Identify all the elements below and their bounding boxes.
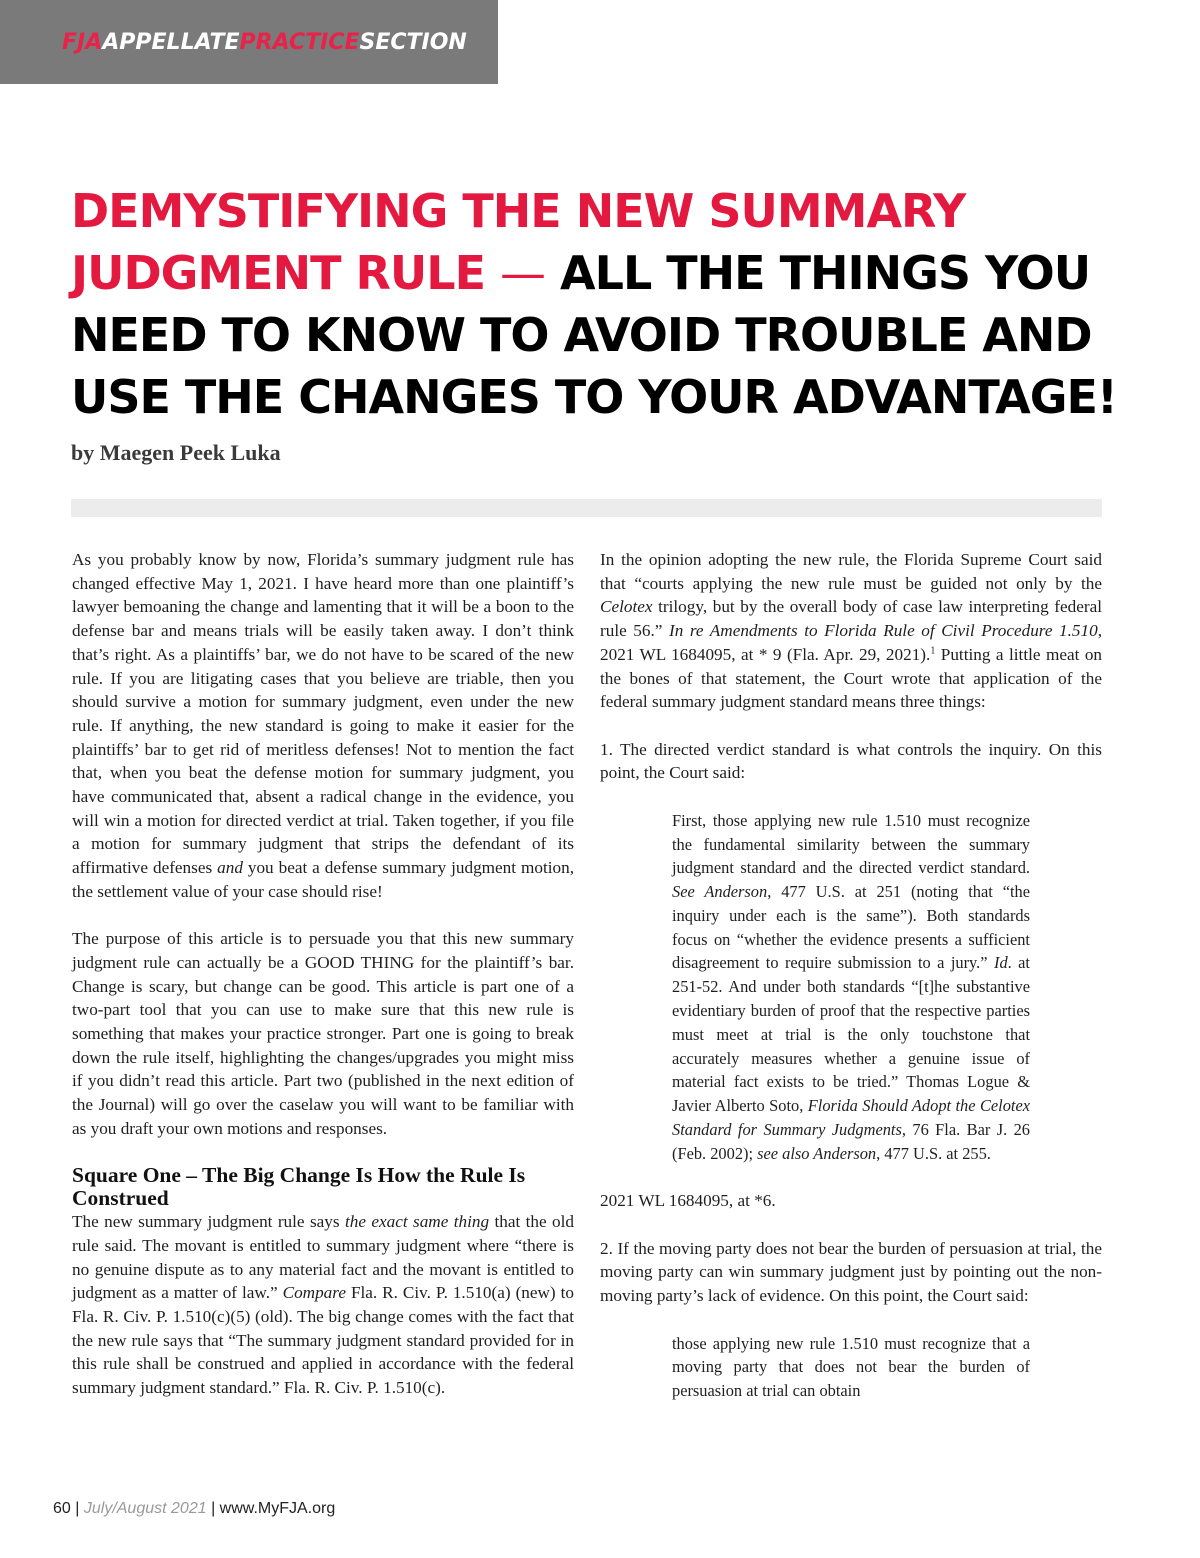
right-column (600, 548, 1102, 1403)
text-run: , 76 Fla. Bar J. 26 (Feb. 2002); (672, 1120, 1030, 1163)
emphasis-run: the exact same thing (344, 1212, 490, 1232)
text-run: First, those applying new rule 1.510 must recognize the fundamental similarity between the summary judgment standard and the directed verdict standard. (672, 810, 1030, 878)
text-run: you beat a defense summary judgment motion, the settlement value of your case should rise! (72, 858, 574, 901)
emphasis-run: See Anderson (672, 882, 768, 902)
text-run: , 2021 WL 1684095, at * 9 (Fla. Apr. 29, 2021). (600, 621, 1103, 664)
headline-black-part2: NEED TO KNOW TO AVOID TROUBLE AND (71, 308, 1092, 362)
text-run: that the old rule said. The movant is entitled to summary judgment where “there is no genuine dispute as to any material fact and the movant is entitled to judgment as a matter of law.” (72, 1212, 575, 1303)
section-banner (0, 0, 498, 84)
emphasis-run: and (217, 858, 243, 878)
website-link[interactable]: www.MyFJA.org (219, 1500, 336, 1517)
text-run: , 477 U.S. at 255. (876, 1143, 991, 1163)
block-quote-1 (600, 809, 1030, 1166)
headline-black-part3: USE THE CHANGES TO YOUR ADVANTAGE! (71, 370, 1117, 424)
article-headline (71, 180, 1151, 428)
page-number: 60 (53, 1500, 71, 1517)
headline-red-line2: JUDGMENT RULE (71, 246, 486, 300)
banner-practice: PRACTICE (239, 30, 360, 55)
text-run: Putting a little meat on the bones of that statement, the Court wrote that application of the federal summary judgment standard means three things: (600, 644, 1103, 712)
text-run: In the opinion adopting the new rule, the Florida Supreme Court said that “courts applying the new rule must be guided not only by the (600, 550, 1102, 593)
text-run: Fla. R. Civ. P. 1.510(a) (new) to Fla. R. Civ. P. 1.510(c)(5) (old). The big change comes with the fact that the new rule says that “The summary judgment standard provided for in this rule shall be construed and applied in accordance with the federal summary judgment standard.” Fla. R. Civ. P. 1.510(c). (72, 1283, 575, 1398)
issue-date: July/August 2021 (83, 1500, 207, 1517)
text-run: . at 251-52. And under both standards “[t]he substantive evidentiary burden of proof that the respective parties must meet at trial is the only touchstone that accurately measures whether a genuine issue of material fact exists to be tried.” Thomas Logue & Javier Alberto Soto, (672, 953, 1030, 1116)
emphasis-run: Id (993, 953, 1008, 973)
block-quote-2: those applying new rule 1.510 must recognize that a moving party that does not bear the burden of persuasion at trial can obtain (672, 1333, 1030, 1401)
left-paragraph-2: The purpose of this article is to persuade you that this new summary judgment rule can actually be a GOOD THING for the plaintiff’s bar. Change is scary, but change can be good. This article is part one of a two-part tool that you can use to make sure that this new rule is something that makes your practice stronger. Part one is going to break down the rule itself, highlighting the changes/upgrades you might miss if you didn’t read this article. Part two (published in the next edition of the Journal) will go over the caselaw you will want to be familiar with as you draft your own motions and responses. (72, 929, 574, 1138)
section-subhead: Square One – The Big Change Is How the Rule Is Construed (72, 1163, 526, 1211)
banner-appellate: APPELLATE (102, 30, 240, 55)
headline-dash: — (500, 246, 546, 300)
banner-section: SECTION (359, 30, 467, 55)
headline-red-line1: DEMYSTIFYING THE NEW SUMMARY (71, 184, 966, 238)
headline-black-part1: ALL THE THINGS YOU (560, 246, 1091, 300)
text-run: trilogy, but by the overall body of case law interpreting federal rule 56.” (600, 597, 1103, 641)
left-column (72, 548, 574, 1400)
footnote-marker: 1 (930, 645, 936, 657)
emphasis-run: Florida Should Adopt the Celotex Standard for Summary Judgments (672, 1096, 1030, 1140)
text-run: , 477 U.S. at 251 (noting that “the inquiry under each is the same”). Both standards focus on “whether the evidence presents a sufficient disagreement to require submission to a jury.” (672, 882, 1031, 973)
left-paragraph-1 (72, 548, 574, 904)
citation: 2021 WL 1684095, at *6. (600, 1191, 776, 1211)
left-paragraph-3 (72, 1210, 574, 1400)
right-paragraph-3: 2. If the moving party does not bear the burden of persuasion at trial, the moving party can win summary judgment just by pointing out the non-moving party’s lack of evidence. On this point, the Court said: (600, 1238, 1102, 1306)
emphasis-run: see also Anderson (757, 1143, 877, 1163)
text-run: As you probably know by now, Florida’s summary judgment rule has changed effective May 1, 2021. I have heard more than one plaintiff’s lawyer bemoaning the change and lamenting that it will be a boon to the defense bar and means trials will be easily taken away. I don’t think that’s right. As a plaintiffs’ bar, we do not have to be scared of the new rule. If you are litigating cases that you believe are triable, then you should survive a motion for summary judgment, even under the new rule. If anything, the new standard is going to make it easier for the plaintiffs’ bar to get rid of meritless defenses! Not to mention the fact that, when you beat the defense motion for summary judgment, you have communicated that, absent a radical change in the evidence, you will win a motion for directed verdict at trial. Taken together, if you file a motion for summary judgment that strips the defendant of its affirmative defenses (72, 550, 574, 878)
emphasis-run: Celotex (600, 597, 653, 617)
emphasis-run: Compare (282, 1283, 346, 1303)
banner-fja: FJA (62, 30, 103, 55)
footer-separator: | (75, 1500, 80, 1517)
divider-bar (71, 499, 1102, 517)
text-run: The new summary judgment rule says (72, 1212, 340, 1232)
byline: by Maegen Peek Luka (71, 440, 281, 465)
right-paragraph-1 (600, 548, 1102, 714)
right-paragraph-2: 1. The directed verdict standard is what controls the inquiry. On this point, the Court said: (600, 739, 1102, 783)
emphasis-run: In re Amendments to Florida Rule of Civil Procedure 1.510 (668, 621, 1098, 641)
page-footer (53, 1500, 335, 1518)
footer-separator: | (211, 1500, 216, 1517)
